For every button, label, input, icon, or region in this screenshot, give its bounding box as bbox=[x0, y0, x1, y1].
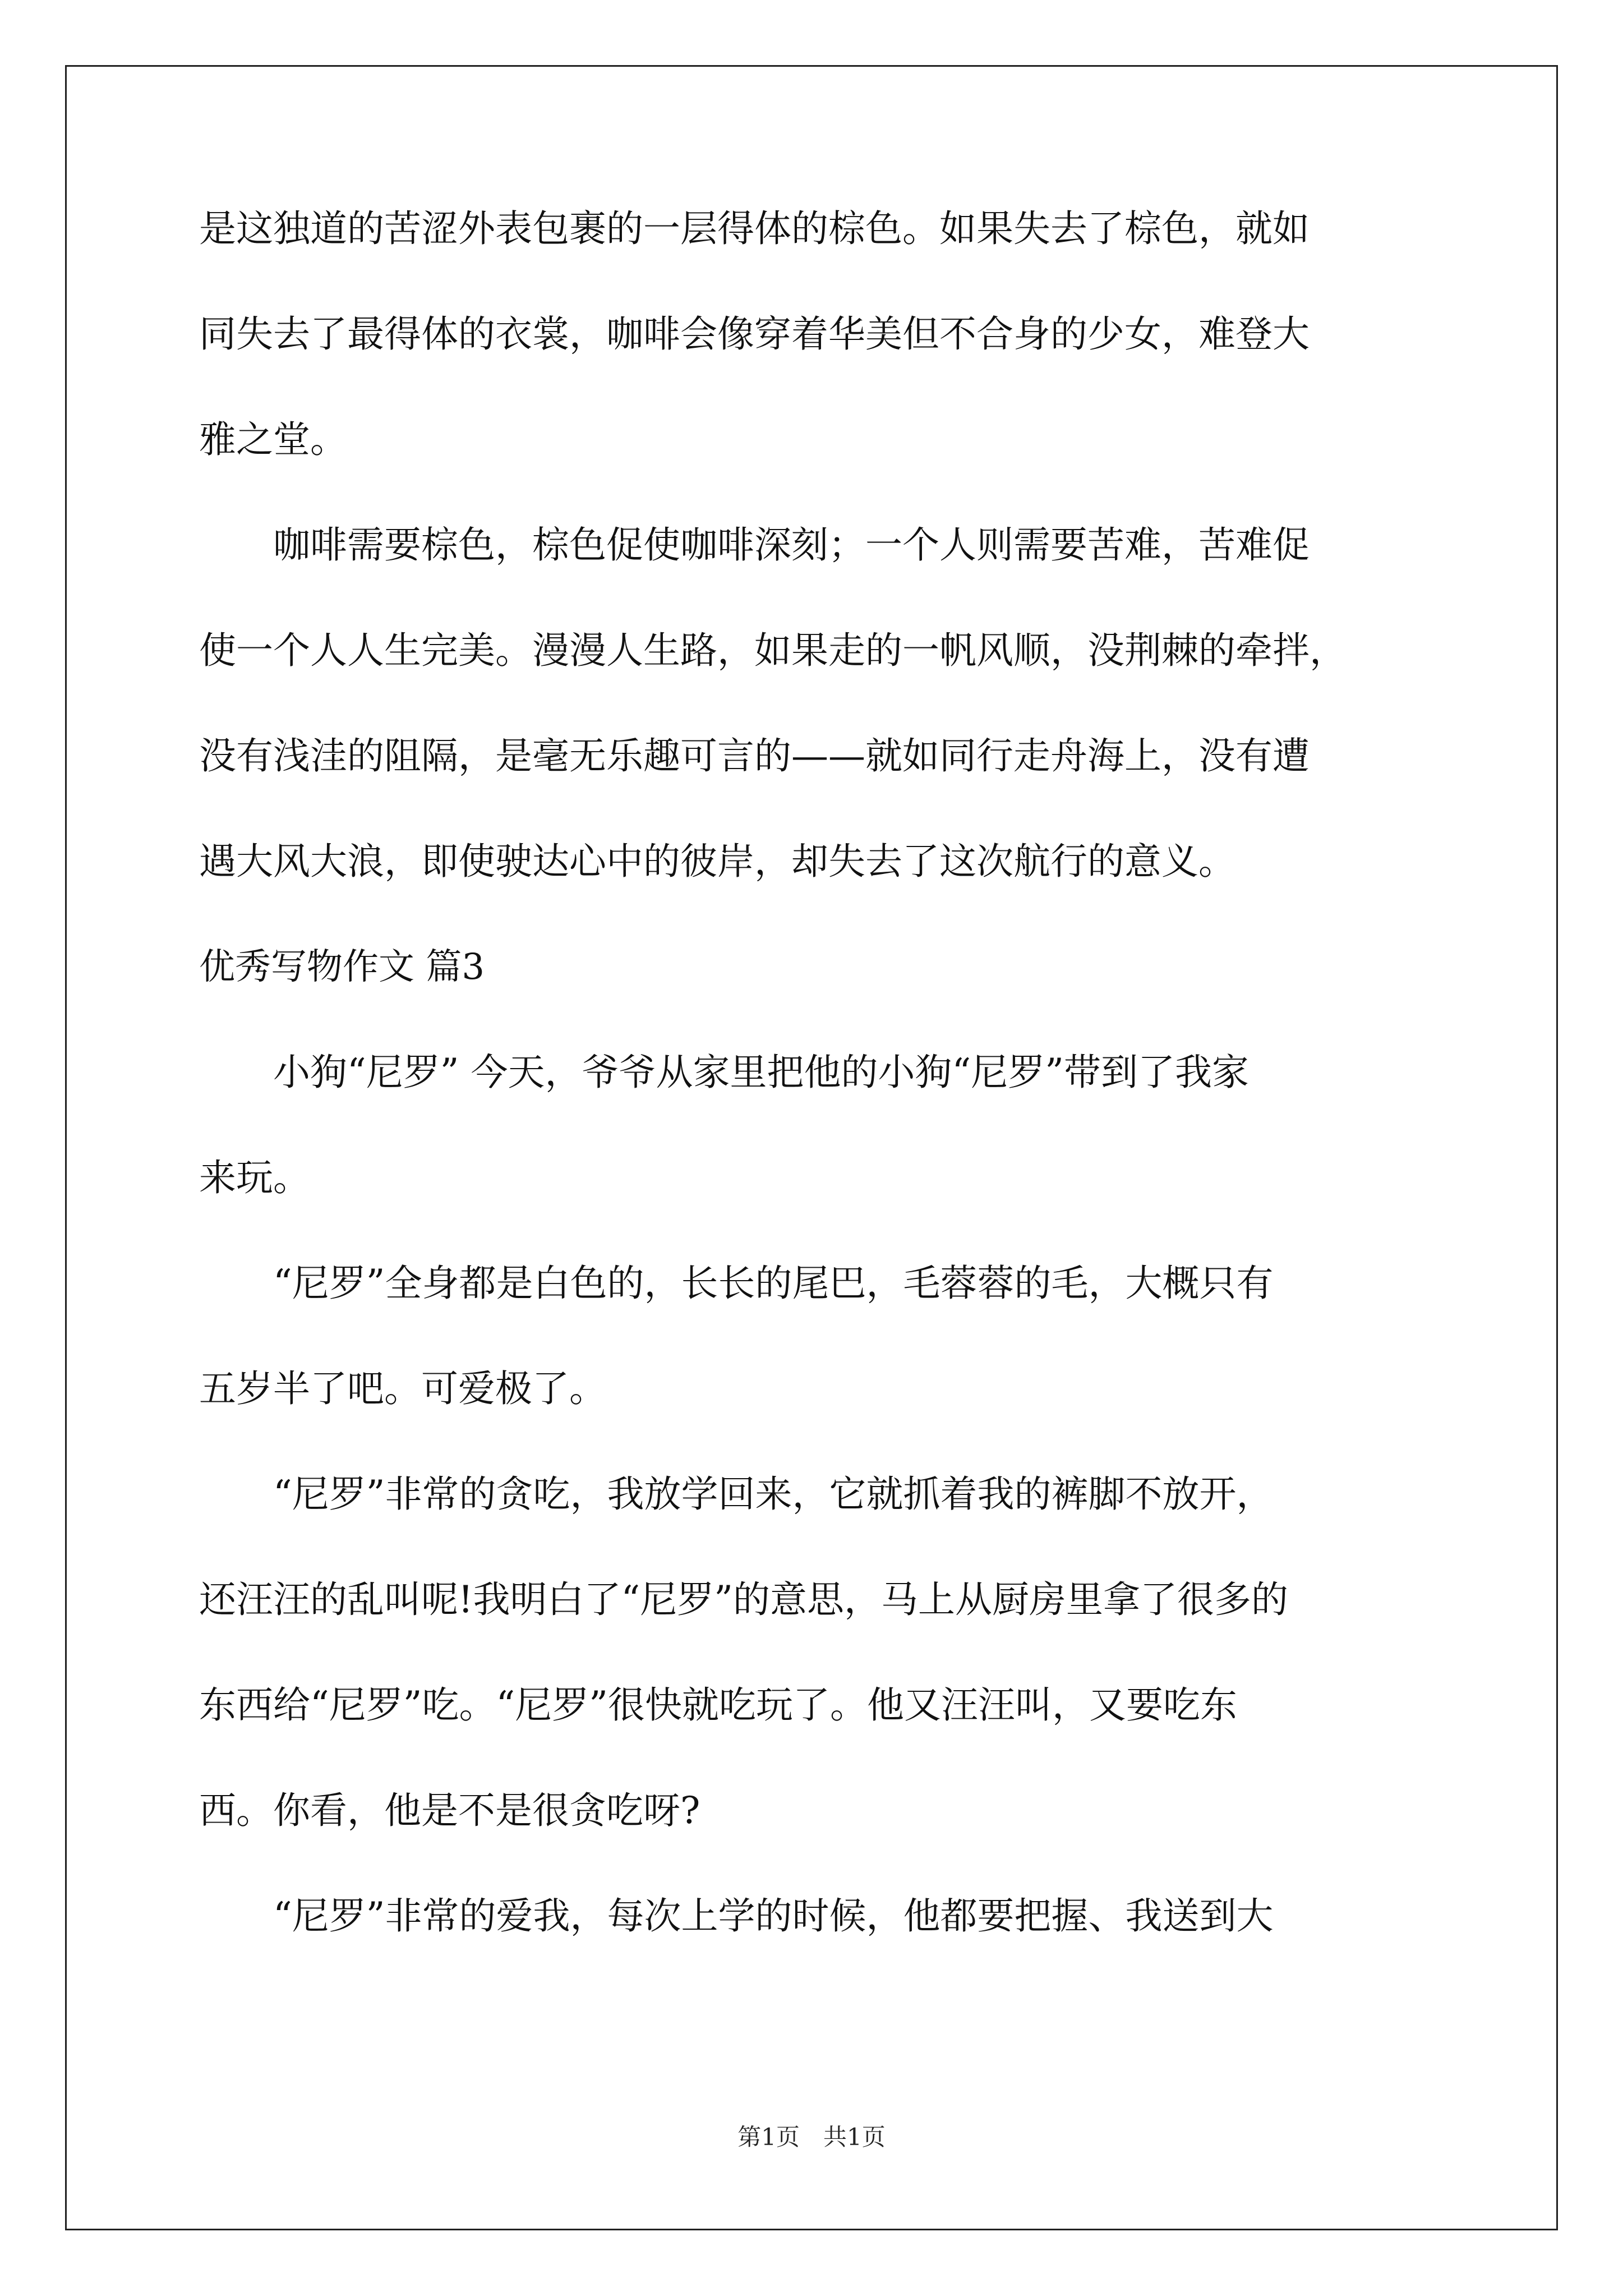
document-body bbox=[199, 202, 1433, 1943]
paragraph-start-line: 咖啡需要棕色，棕色促使咖啡深刻；一个人则需要苦难，苦难促 bbox=[273, 523, 1310, 567]
text-line: 是这独道的苦涩外表包裹的一层得体的棕色。如果失去了棕色，就如 bbox=[199, 207, 1310, 250]
paragraph-start-line: “尼罗”全身都是白色的，长长的尾巴，毛蓉蓉的毛，大概只有 bbox=[273, 1262, 1274, 1305]
page-footer: 第1页 共1页 bbox=[737, 2123, 886, 2151]
text-line: 五岁半了吧。可爱极了。 bbox=[199, 1367, 606, 1410]
paragraph-start-line: 小狗“尼罗” 今天，爷爷从家里把他的小狗“尼罗”带到了我家 bbox=[273, 1051, 1249, 1094]
text-line: 西。你看，他是不是很贪吃呀? bbox=[199, 1789, 700, 1832]
text-line: 还汪汪的乱叫呢!我明白了“尼罗”的意思，马上从厨房里拿了很多的 bbox=[199, 1578, 1289, 1621]
paragraph-start-line: “尼罗”非常的爱我，每次上学的时候，他都要把握、我送到大 bbox=[273, 1894, 1274, 1938]
text-line: 使一个人人生完美。漫漫人生路，如果走的一帆风顺，没荆棘的牵拌， bbox=[199, 629, 1347, 672]
text-line: 雅之堂。 bbox=[199, 418, 347, 461]
section-heading: 优秀写物作文 篇3 bbox=[199, 946, 485, 988]
text-line: 来玩。 bbox=[199, 1156, 310, 1199]
text-line: 同失去了最得体的衣裳，咖啡会像穿着华美但不合身的少女，难登大 bbox=[199, 312, 1310, 356]
text-line: 东西给“尼罗”吃。“尼罗”很快就吃玩了。他又汪汪叫，又要吃东 bbox=[199, 1683, 1237, 1727]
paragraph-start-line: “尼罗”非常的贪吃，我放学回来，它就抓着我的裤脚不放开， bbox=[273, 1473, 1274, 1516]
text-line: 没有浅洼的阻隔，是毫无乐趣可言的——就如同行走舟海上，没有遭 bbox=[199, 734, 1310, 777]
text-line: 遇大风大浪，即使驶达心中的彼岸，却失去了这次航行的意义。 bbox=[199, 840, 1235, 883]
